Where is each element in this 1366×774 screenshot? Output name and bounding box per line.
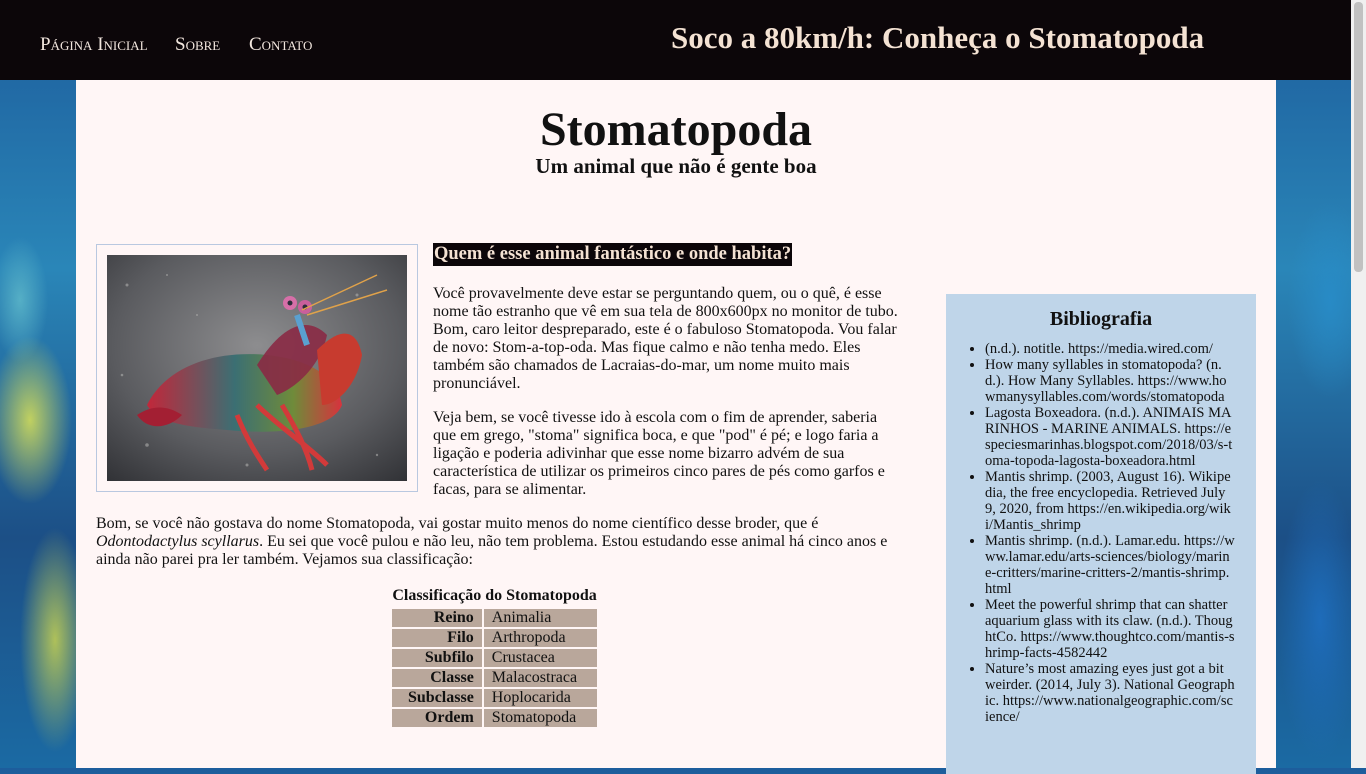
bibliography-item: • Mantis shrimp. (2003, August 16). Wikipedia, the free encyclopedia. Retrieved July 9, 2020, from https://en.wikipedia.org/wiki/Mantis_shrimp (985, 469, 1256, 533)
page-scrollbar[interactable] (1351, 0, 1366, 768)
bibliography-item: • Meet the powerful shrimp that can shatter aquarium glass with its claw. (n.d.). ThoughtCo. https://www.thoughtco.com/mantis-shrimp-facts-4582442 (985, 597, 1256, 661)
paragraph-text-start: Bom, se você não gostava do nome Stomatopoda, vai gostar muito menos do nome científico desse broder, que é (96, 515, 819, 532)
rank-label: Reino (392, 609, 482, 627)
rank-value: Arthropoda (484, 629, 597, 647)
etymology-paragraph: Veja bem, se você tivesse ido à escola com o fim de aprender, saberia que em grego, "stoma" significa boca, e que "pod" é pé; e logo faria a ligação e poderia adivinhar que esse nome bizarro advém de sua característica de utilizar os primeiros cinco pares de pés como garfos e facas, para se alimentar. (433, 409, 885, 498)
classification-table-caption: Classificação do Stomatopoda (392, 587, 597, 604)
bibliography-item: • (n.d.). notitle. https://media.wired.com/ (985, 341, 1256, 357)
intro-paragraph: Você provavelmente deve estar se perguntando quem, ou o quê, é esse nome tão estranho que vê em sua tela de 800x600px no monitor de tubo. Bom, caro leitor despreparado, este é o fabuloso Stomatopoda. Vou falar de novo: Stom-a-top-oda. Mas fique calmo e não tenha medo. Eles também são chamados de Lacraias-do-mar, um nome muito mais pronunciável. (433, 285, 898, 392)
scientific-name: Odontodactylus scyllarus (96, 533, 260, 550)
bibliography-item: • Mantis shrimp. (n.d.). Lamar.edu. https://www.lamar.edu/arts-sciences/biology/marine-critters/marine-critters-2/mantis-shrimp.html (985, 533, 1256, 597)
top-navigation-bar (0, 0, 1366, 80)
bibliography-panel (946, 294, 1256, 774)
table-row (392, 629, 597, 647)
rank-label: Subfilo (392, 649, 482, 667)
rank-label: Classe (392, 669, 482, 687)
classification-table (390, 587, 599, 729)
section-title: Quem é esse animal fantástico e onde habita? (434, 244, 792, 264)
mantis-shrimp-figure (96, 244, 418, 492)
bibliography-title: Bibliografia (1049, 308, 1153, 330)
bibliography-item: • How many syllables in stomatopoda? (n.d.). How Many Syllables. https://www.howmanysyllables.com/words/stomatopoda (985, 357, 1256, 405)
table-row (392, 609, 597, 627)
bibliography-item: • Lagosta Boxeadora. (n.d.). ANIMAIS MARINHOS - MARINE ANIMALS. https://especiesmarinhas.blogspot.com/2018/03/s-toma-topoda-lagosta-boxeadora.html (985, 405, 1256, 469)
rank-value: Crustacea (484, 649, 597, 667)
rank-value: Stomatopoda (484, 709, 597, 727)
site-title: Soco a 80km/h: Conheça o Stomatopoda (671, 20, 1205, 55)
bibliography-item: • Nature’s most amazing eyes just got a bit weirder. (2014, July 3). National Geographic. https://www.nationalgeographic.com/science/ (985, 661, 1256, 725)
scientific-name-paragraph (96, 515, 896, 569)
nav-link-contact[interactable]: Contato (249, 34, 313, 55)
nav-link-home[interactable]: Página Inicial (40, 34, 148, 55)
paragraph-text-end: . Eu sei que você pulou e não leu, não tem problema. Estou estudando esse animal há cinco anos e ainda não parei pra ler também. Vejamos sua classificação: (96, 533, 888, 568)
rank-value: Malacostraca (484, 669, 597, 687)
mantis-shrimp-photo (107, 255, 407, 481)
rank-label: Subclasse (392, 689, 482, 707)
scrollbar-thumb[interactable] (1354, 2, 1363, 272)
table-row (392, 709, 597, 727)
page-subtitle: Um animal que não é gente boa (535, 154, 817, 178)
rank-label: Ordem (392, 709, 482, 727)
table-row (392, 649, 597, 667)
rank-label: Filo (392, 629, 482, 647)
table-row (392, 689, 597, 707)
page-title: Stomatopoda (539, 103, 813, 156)
rank-value: Animalia (484, 609, 597, 627)
bibliography-list (946, 341, 1256, 725)
table-row (392, 669, 597, 687)
main-content (76, 80, 1276, 768)
rank-value: Hoplocarida (484, 689, 597, 707)
nav-link-about[interactable]: Sobre (175, 34, 221, 55)
